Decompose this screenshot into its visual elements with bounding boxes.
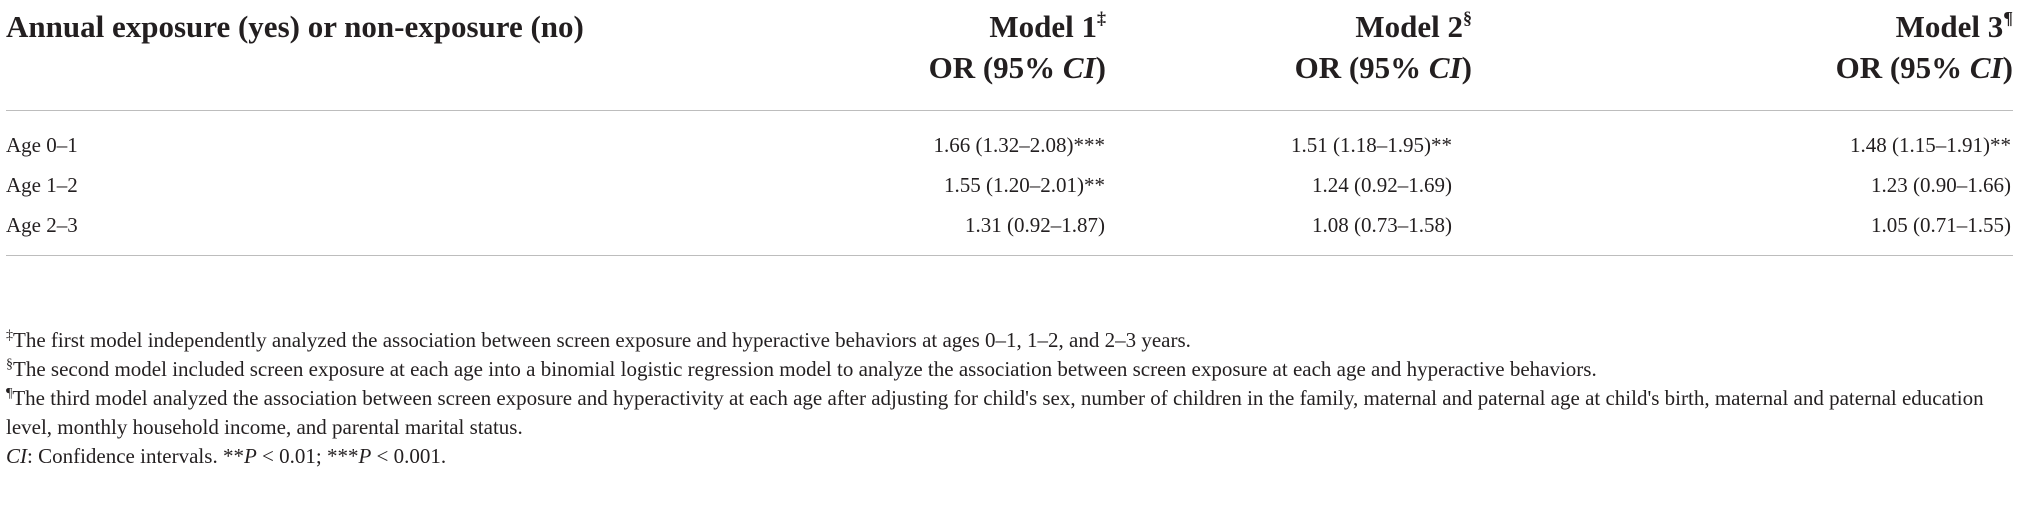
model-2-value: 1.08 (0.73–1.58) <box>1106 205 1590 256</box>
model-1-footnote-mark: ‡ <box>1097 8 1106 28</box>
model-3-footnote-mark: ¶ <box>2003 8 2013 28</box>
model-3-header <box>1590 0 2013 111</box>
footnote-text: The first model independently analyzed the association between screen exposure and hyperactive behaviors at ages 0–1, 1–2, and 2–3 years. <box>13 328 1191 352</box>
model-3-close: ) <box>2002 50 2013 85</box>
row-label: Age 1–2 <box>6 173 78 197</box>
model-1-value: 1.55 (1.20–2.01)** <box>944 173 1105 197</box>
footnote-abbreviations <box>6 442 2016 471</box>
model-2-or-label: OR (95% <box>1294 50 1429 85</box>
p-symbol: P <box>358 444 372 468</box>
model-3-value: 1.23 (0.90–1.66) <box>1871 173 2011 197</box>
model-2-value: 1.51 (1.18–1.95)** <box>1291 133 1452 157</box>
model-3-ci-label: CI <box>1969 50 2003 85</box>
table-row <box>6 165 2013 205</box>
footnote-text: The second model included screen exposure at each age into a binomial logistic regression model to analyze the association between screen exposure at each age and hyperactive behaviors. <box>13 357 1597 381</box>
model-2-ci-label: CI <box>1428 50 1462 85</box>
model-1-header <box>786 0 1106 111</box>
model-1-ci-label: CI <box>1062 50 1096 85</box>
p-symbol: P <box>243 444 257 468</box>
table-row <box>6 111 2013 166</box>
model-3-or-label: OR (95% <box>1835 50 1970 85</box>
p-threshold-1: < 0.01; *** <box>256 444 359 468</box>
ci-definition: : Confidence intervals. ** <box>27 444 244 468</box>
footnote-mark: § <box>6 357 13 372</box>
exposure-column-header: Annual exposure (yes) or non-exposure (no) <box>6 0 786 111</box>
footnote-mark: ¶ <box>6 386 13 401</box>
results-table <box>6 0 2013 256</box>
ci-abbrev: CI <box>6 444 27 468</box>
model-2-title: Model 2 <box>1355 9 1463 44</box>
model-1-value: 1.31 (0.92–1.87) <box>786 205 1106 256</box>
table-footnotes <box>6 326 2016 471</box>
footnote-mark: ‡ <box>6 328 13 343</box>
footnote-model-3 <box>6 384 2016 442</box>
model-1-close: ) <box>1095 50 1106 85</box>
model-2-close: ) <box>1461 50 1472 85</box>
table-row <box>6 205 2013 256</box>
model-1-value: 1.66 (1.32–2.08)*** <box>933 133 1105 157</box>
model-3-value: 1.48 (1.15–1.91)** <box>1850 133 2011 157</box>
p-threshold-2: < 0.001. <box>371 444 447 468</box>
model-1-or-label: OR (95% <box>928 50 1063 85</box>
model-2-header <box>1106 0 1590 111</box>
table-header <box>6 0 2013 111</box>
footnote-model-1 <box>6 326 2016 355</box>
row-label: Age 0–1 <box>6 133 78 157</box>
model-3-title: Model 3 <box>1895 9 2004 44</box>
footnote-text: The third model analyzed the association between screen exposure and hyperactivity at each age after adjusting for child's sex, number of children in the family, maternal and paternal age at child's birth, maternal and paternal education level, monthly household income, and parental marital status. <box>6 386 1984 439</box>
footnote-model-2 <box>6 355 2016 384</box>
model-1-title: Model 1 <box>989 9 1097 44</box>
model-3-value: 1.05 (0.71–1.55) <box>1590 205 2013 256</box>
model-2-value: 1.24 (0.92–1.69) <box>1312 173 1452 197</box>
row-label: Age 2–3 <box>6 205 786 256</box>
model-2-footnote-mark: § <box>1463 8 1472 28</box>
table-body <box>6 111 2013 256</box>
